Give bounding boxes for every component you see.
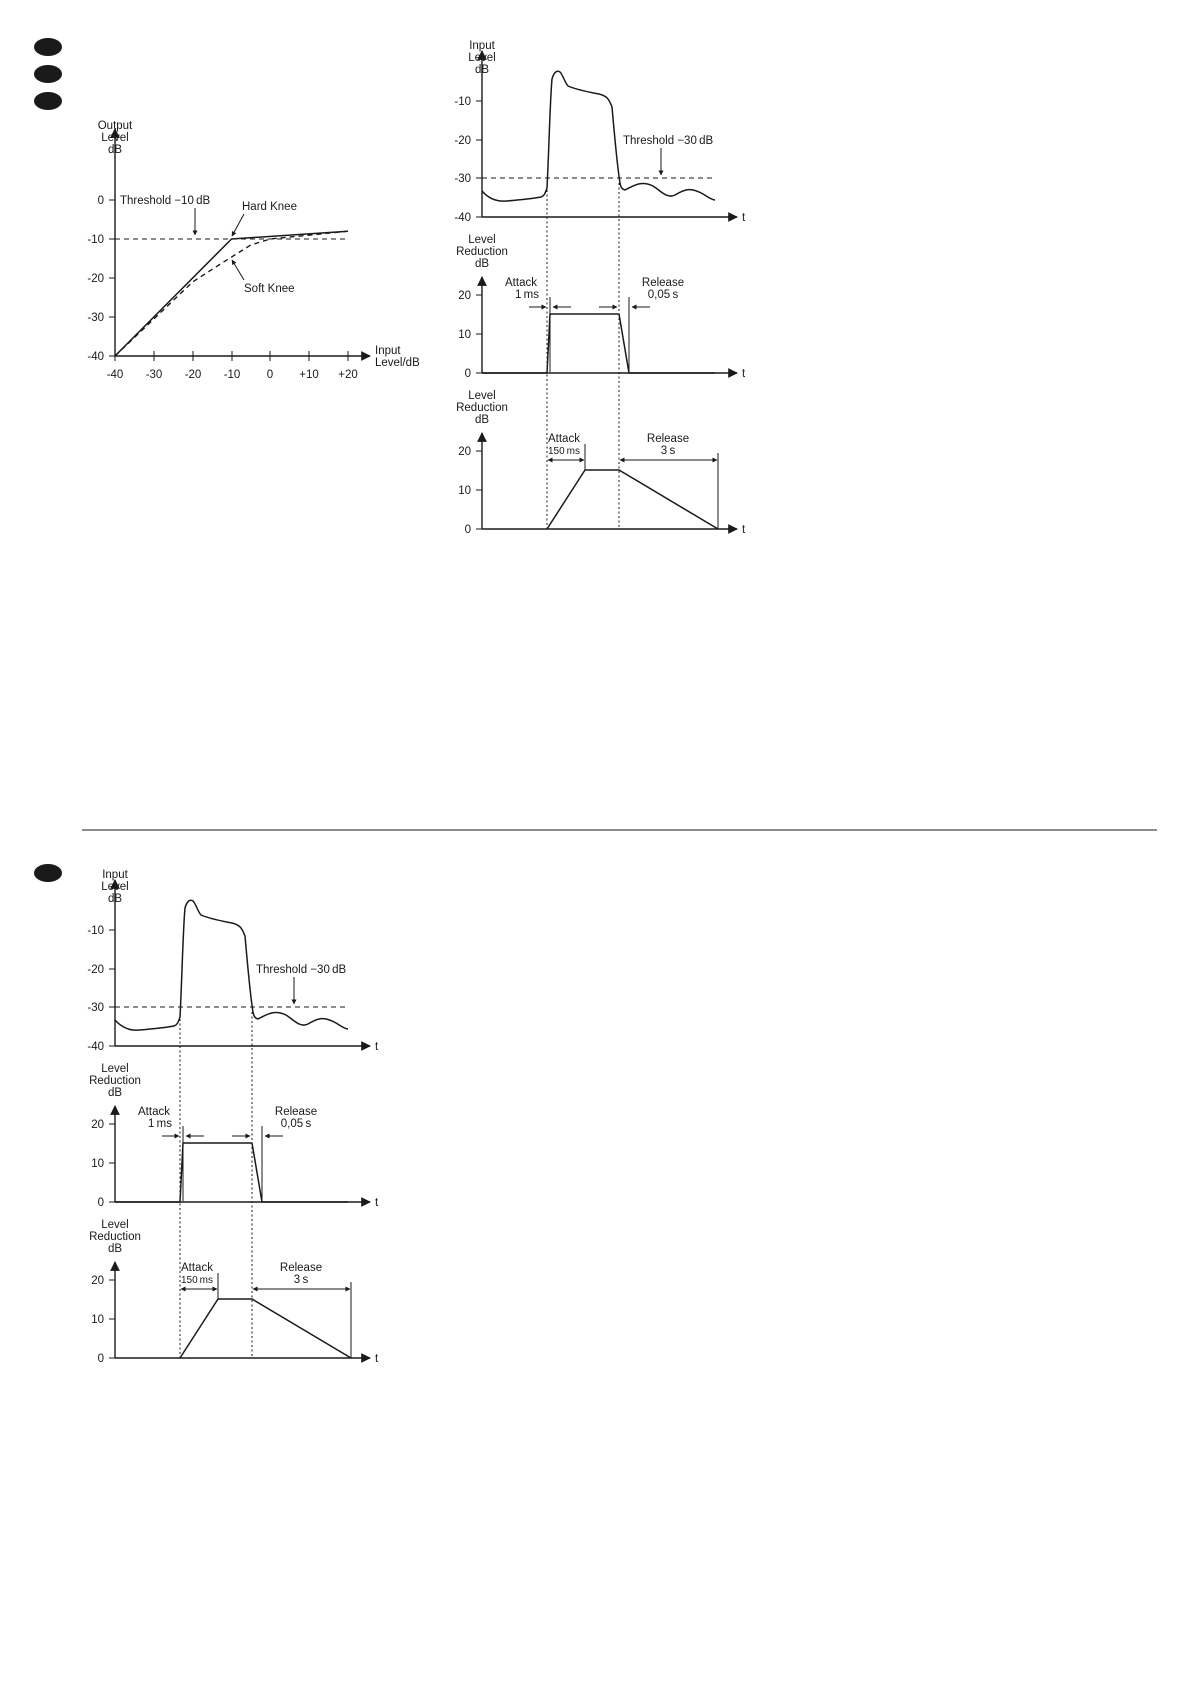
- fast-release-label-2: 0,05 s: [647, 289, 679, 301]
- knee-y-tick-label: 0: [97, 195, 104, 207]
- soft-knee-label: Soft Knee: [244, 283, 295, 295]
- slow-reduction-panel: [456, 390, 746, 536]
- slow-attack-label-2: 150 ms: [548, 446, 581, 457]
- slow-y-label-1: Level: [468, 390, 496, 402]
- knee-x-tick-label: -20: [184, 369, 202, 381]
- fast-y-tick-label: 20: [458, 290, 471, 302]
- knee-threshold-label: Threshold −10 dB: [120, 195, 211, 207]
- knee-y-label-3: dB: [107, 144, 123, 156]
- slow-y-label-3: dB: [474, 414, 490, 426]
- knee-x-tick-label: 0: [266, 369, 274, 381]
- slow-t-label: t: [742, 524, 746, 536]
- hard-knee-pointer: [232, 214, 244, 236]
- knee-y-label-2: Level: [101, 132, 129, 144]
- input-y-tick-label: -10: [454, 96, 471, 108]
- slow-y-label-2: Reduction: [456, 402, 508, 414]
- slow-reduction-curve: [547, 470, 718, 529]
- input-y-tick-label: -20: [454, 135, 471, 147]
- input-y-label-2: Level: [468, 52, 496, 64]
- knee-y-tick-label: -20: [87, 273, 104, 285]
- language-marker-2: [34, 65, 62, 83]
- fast-attack-label-2: 1 ms: [514, 289, 540, 301]
- knee-y-label-1: Output: [97, 120, 133, 132]
- slow-y-tick-label: 0: [464, 524, 471, 536]
- knee-x-tick-label: -10: [223, 369, 241, 381]
- input-y-tick-label: -30: [454, 173, 471, 185]
- knee-x-label-2: Level/dB: [375, 357, 420, 369]
- input-threshold-label: Threshold −30 dB: [623, 135, 714, 147]
- fast-reduction-panel: [456, 234, 746, 380]
- knee-x-tick-label: -40: [106, 369, 124, 381]
- hard-knee-label: Hard Knee: [242, 201, 297, 213]
- soft-knee-curve: [115, 231, 348, 356]
- slow-release-label-2: 3 s: [660, 445, 676, 457]
- fast-y-tick-label: 0: [464, 368, 471, 380]
- fast-y-tick-label: 10: [458, 329, 471, 341]
- fast-y-label-1: Level: [468, 234, 496, 246]
- knee-x-label-1: Input: [375, 345, 401, 357]
- fast-y-label-2: Reduction: [456, 246, 508, 258]
- knee-y-tick-label: -40: [87, 351, 104, 363]
- fast-y-label-3: dB: [474, 258, 490, 270]
- language-marker-1: [34, 38, 62, 56]
- knee-y-tick-label: -10: [87, 234, 104, 246]
- knee-y-tick-label: -30: [87, 312, 104, 324]
- hard-knee-curve: [115, 231, 348, 356]
- slow-y-tick-label: 20: [458, 446, 471, 458]
- timing-diagram: [454, 40, 746, 536]
- knee-y-ticks: [87, 195, 115, 363]
- fast-release-label-1: Release: [641, 277, 685, 289]
- language-marker-4: [34, 864, 62, 882]
- input-t-label: t: [742, 212, 746, 224]
- input-y-tick-label: -40: [454, 212, 471, 224]
- slow-y-tick-label: 10: [458, 485, 471, 497]
- slow-release-label-1: Release: [646, 433, 690, 445]
- timing-diagram-top: [87, 869, 379, 1365]
- input-y-label-1: Input: [469, 40, 495, 52]
- input-level-panel: [454, 40, 746, 224]
- fast-reduction-curve: [482, 314, 715, 373]
- fast-attack-label-1: Attack: [505, 277, 537, 289]
- knee-x-tick-label: +20: [338, 369, 358, 381]
- language-markers-top: [34, 38, 62, 110]
- knee-x-tick-label: +10: [299, 369, 319, 381]
- knee-x-tick-label: -30: [145, 369, 163, 381]
- soft-knee-pointer: [232, 260, 244, 280]
- language-marker-3: [34, 92, 62, 110]
- slow-attack-label-1: Attack: [548, 433, 580, 445]
- fast-t-label: t: [742, 368, 746, 380]
- knee-chart: [87, 120, 420, 381]
- input-y-label-3: dB: [474, 64, 490, 76]
